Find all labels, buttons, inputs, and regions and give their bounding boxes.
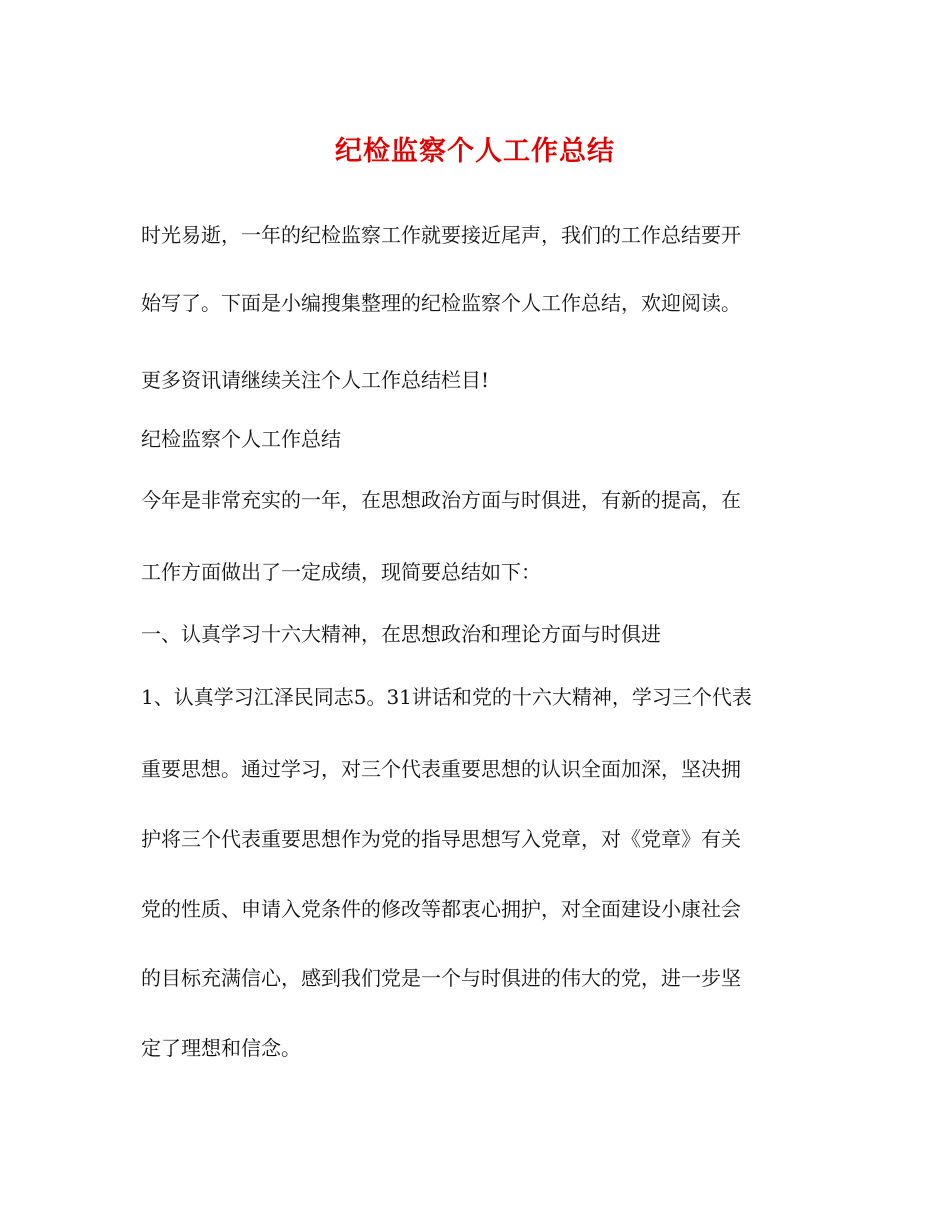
- paragraph-line: 始写了。下面是小编搜集整理的纪检监察个人工作总结，欢迎阅读。: [141, 291, 741, 315]
- paragraph-line: 时光易逝，一年的纪检监察工作就要接近尾声，我们的工作总结要开: [141, 223, 741, 247]
- paragraph-line: 定了理想和信念。: [141, 1036, 301, 1060]
- paragraph-line: 今年是非常充实的一年，在思想政治方面与时俱进，有新的提高，在: [141, 488, 741, 512]
- section-heading: 一、认真学习十六大精神，在思想政治和理论方面与时俱进: [141, 622, 661, 646]
- paragraph-line: 护将三个代表重要思想作为党的指导思想写入党章，对《党章》有关: [141, 827, 741, 851]
- paragraph-line: 重要思想。通过学习，对三个代表重要思想的认识全面加深，坚决拥: [141, 757, 741, 781]
- document-title: 纪检监察个人工作总结: [335, 136, 615, 167]
- paragraph-line: 党的性质、申请入党条件的修改等都衷心拥护，对全面建设小康社会: [141, 897, 741, 921]
- paragraph-line: 更多资讯请继续关注个人工作总结栏目!: [141, 368, 490, 392]
- paragraph-line: 的目标充满信心，感到我们党是一个与时俱进的伟大的党，进一步坚: [141, 966, 741, 990]
- paragraph-line: 工作方面做出了一定成绩，现简要总结如下：: [141, 560, 541, 584]
- paragraph-line: 1、认真学习江泽民同志5。31讲话和党的十六大精神，学习三个代表: [141, 685, 752, 709]
- paragraph-line: 纪检监察个人工作总结: [141, 427, 341, 451]
